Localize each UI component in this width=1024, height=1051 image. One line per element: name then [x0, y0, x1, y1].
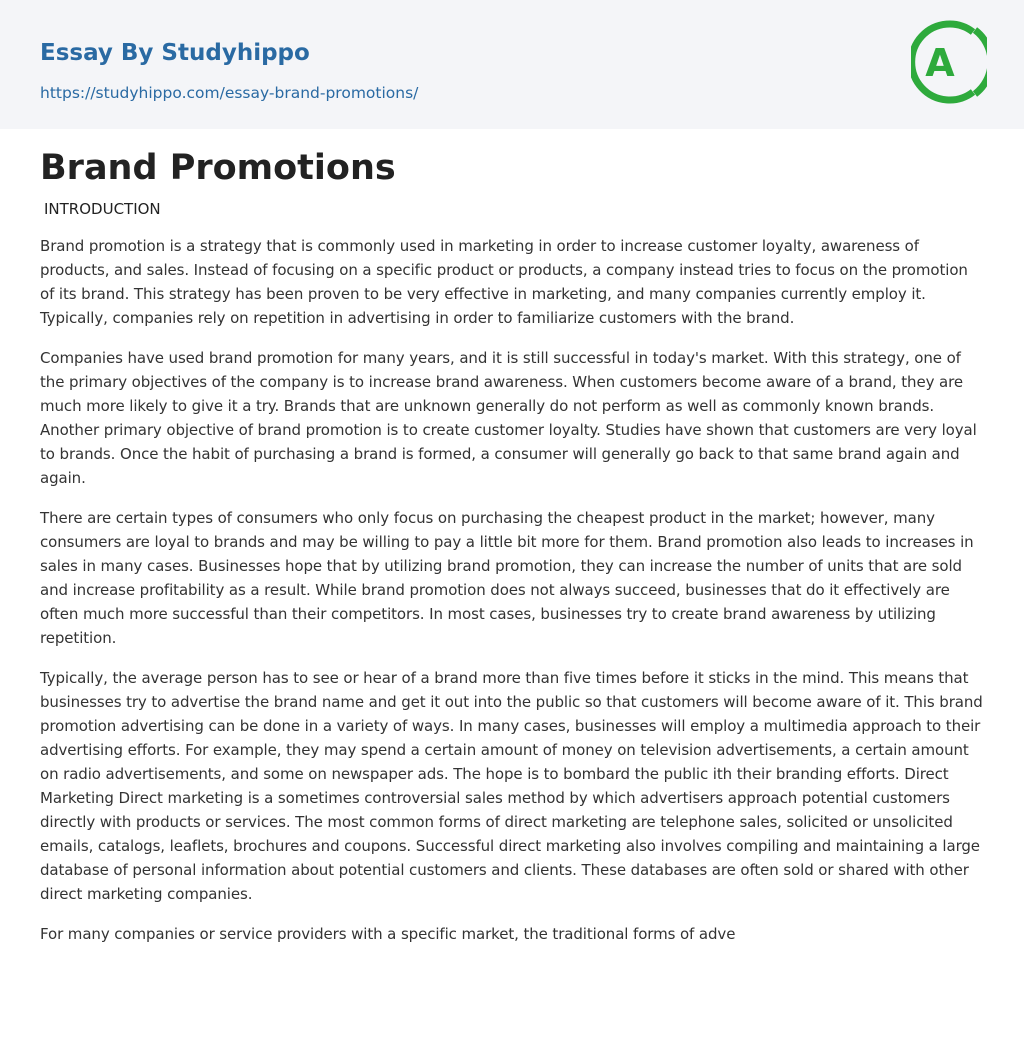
paragraph: For many companies or service providers with a specific market, the traditional forms of adve: [40, 925, 736, 943]
article-title: Brand Promotions: [40, 148, 396, 188]
paragraph: Companies have used brand promotion for many years, and it is still successful in today's market. With this strategy, one of the primary objectives of the company is to increase brand awareness. When customers become aware of a brand, they are much more likely to give it a try. Brands that are unknown generally do not perform as well as commonly known brands. Another primary objective of brand promotion is to create customer loyalty. Studies have shown that customers are very loyal to brands. Once the habit of purchasing a brand is formed, a consumer will generally go back to that same brand again and again.: [40, 349, 977, 487]
site-title[interactable]: Essay By Studyhippo: [40, 40, 310, 66]
logo-arc-right: [975, 30, 987, 94]
section-label: INTRODUCTION: [44, 200, 161, 218]
paragraph: Brand promotion is a strategy that is commonly used in marketing in order to increase customer loyalty, awareness of products, and sales. Instead of focusing on a specific product or products, a company instead tries to focus on the promotion of its brand. This strategy has been proven to be very effective in marketing, and many companies currently employ it. Typically, companies rely on repetition in advertising in order to familiarize customers with the brand.: [40, 237, 968, 327]
site-header: [0, 0, 1024, 129]
paragraph: Typically, the average person has to see or hear of a brand more than five times before it sticks in the mind. This means that businesses try to advertise the brand name and get it out into the public so that customers will become aware of it. This brand promotion advertising can be done in a variety of ways. In many cases, businesses will employ a multimedia approach to their advertising efforts. For example, they may spend a certain amount of money on television advertisements, a certain amount on radio advertisements, and some on newspaper ads. The hope is to bombard the public ith their branding efforts. Direct Marketing Direct marketing is a sometimes controversial sales method by which advertisers approach potential customers directly with products or services. The most common forms of direct marketing are telephone sales, solicited or unsolicited emails, catalogs, leaflets, brochures and coupons. Successful direct marketing also involves compiling and maintaining a large database of personal information about potential customers and clients. These databases are often sold or shared with other direct marketing companies.: [40, 669, 983, 903]
article: [40, 140, 986, 946]
logo-letter: A: [925, 41, 955, 85]
studyhippo-logo-icon[interactable]: [911, 18, 987, 106]
essay-url-link[interactable]: https://studyhippo.com/essay-brand-promotions/: [40, 84, 419, 102]
paragraph: There are certain types of consumers who only focus on purchasing the cheapest product in the market; however, many consumers are loyal to brands and may be willing to pay a little bit more for them. Brand promotion also leads to increases in sales in many cases. Businesses hope that by utilizing brand promotion, they can increase the number of units that are sold and increase profitability as a result. While brand promotion does not always succeed, businesses that do it effectively are often much more successful than their competitors. In most cases, businesses try to create brand awareness by utilizing repetition.: [40, 509, 974, 647]
